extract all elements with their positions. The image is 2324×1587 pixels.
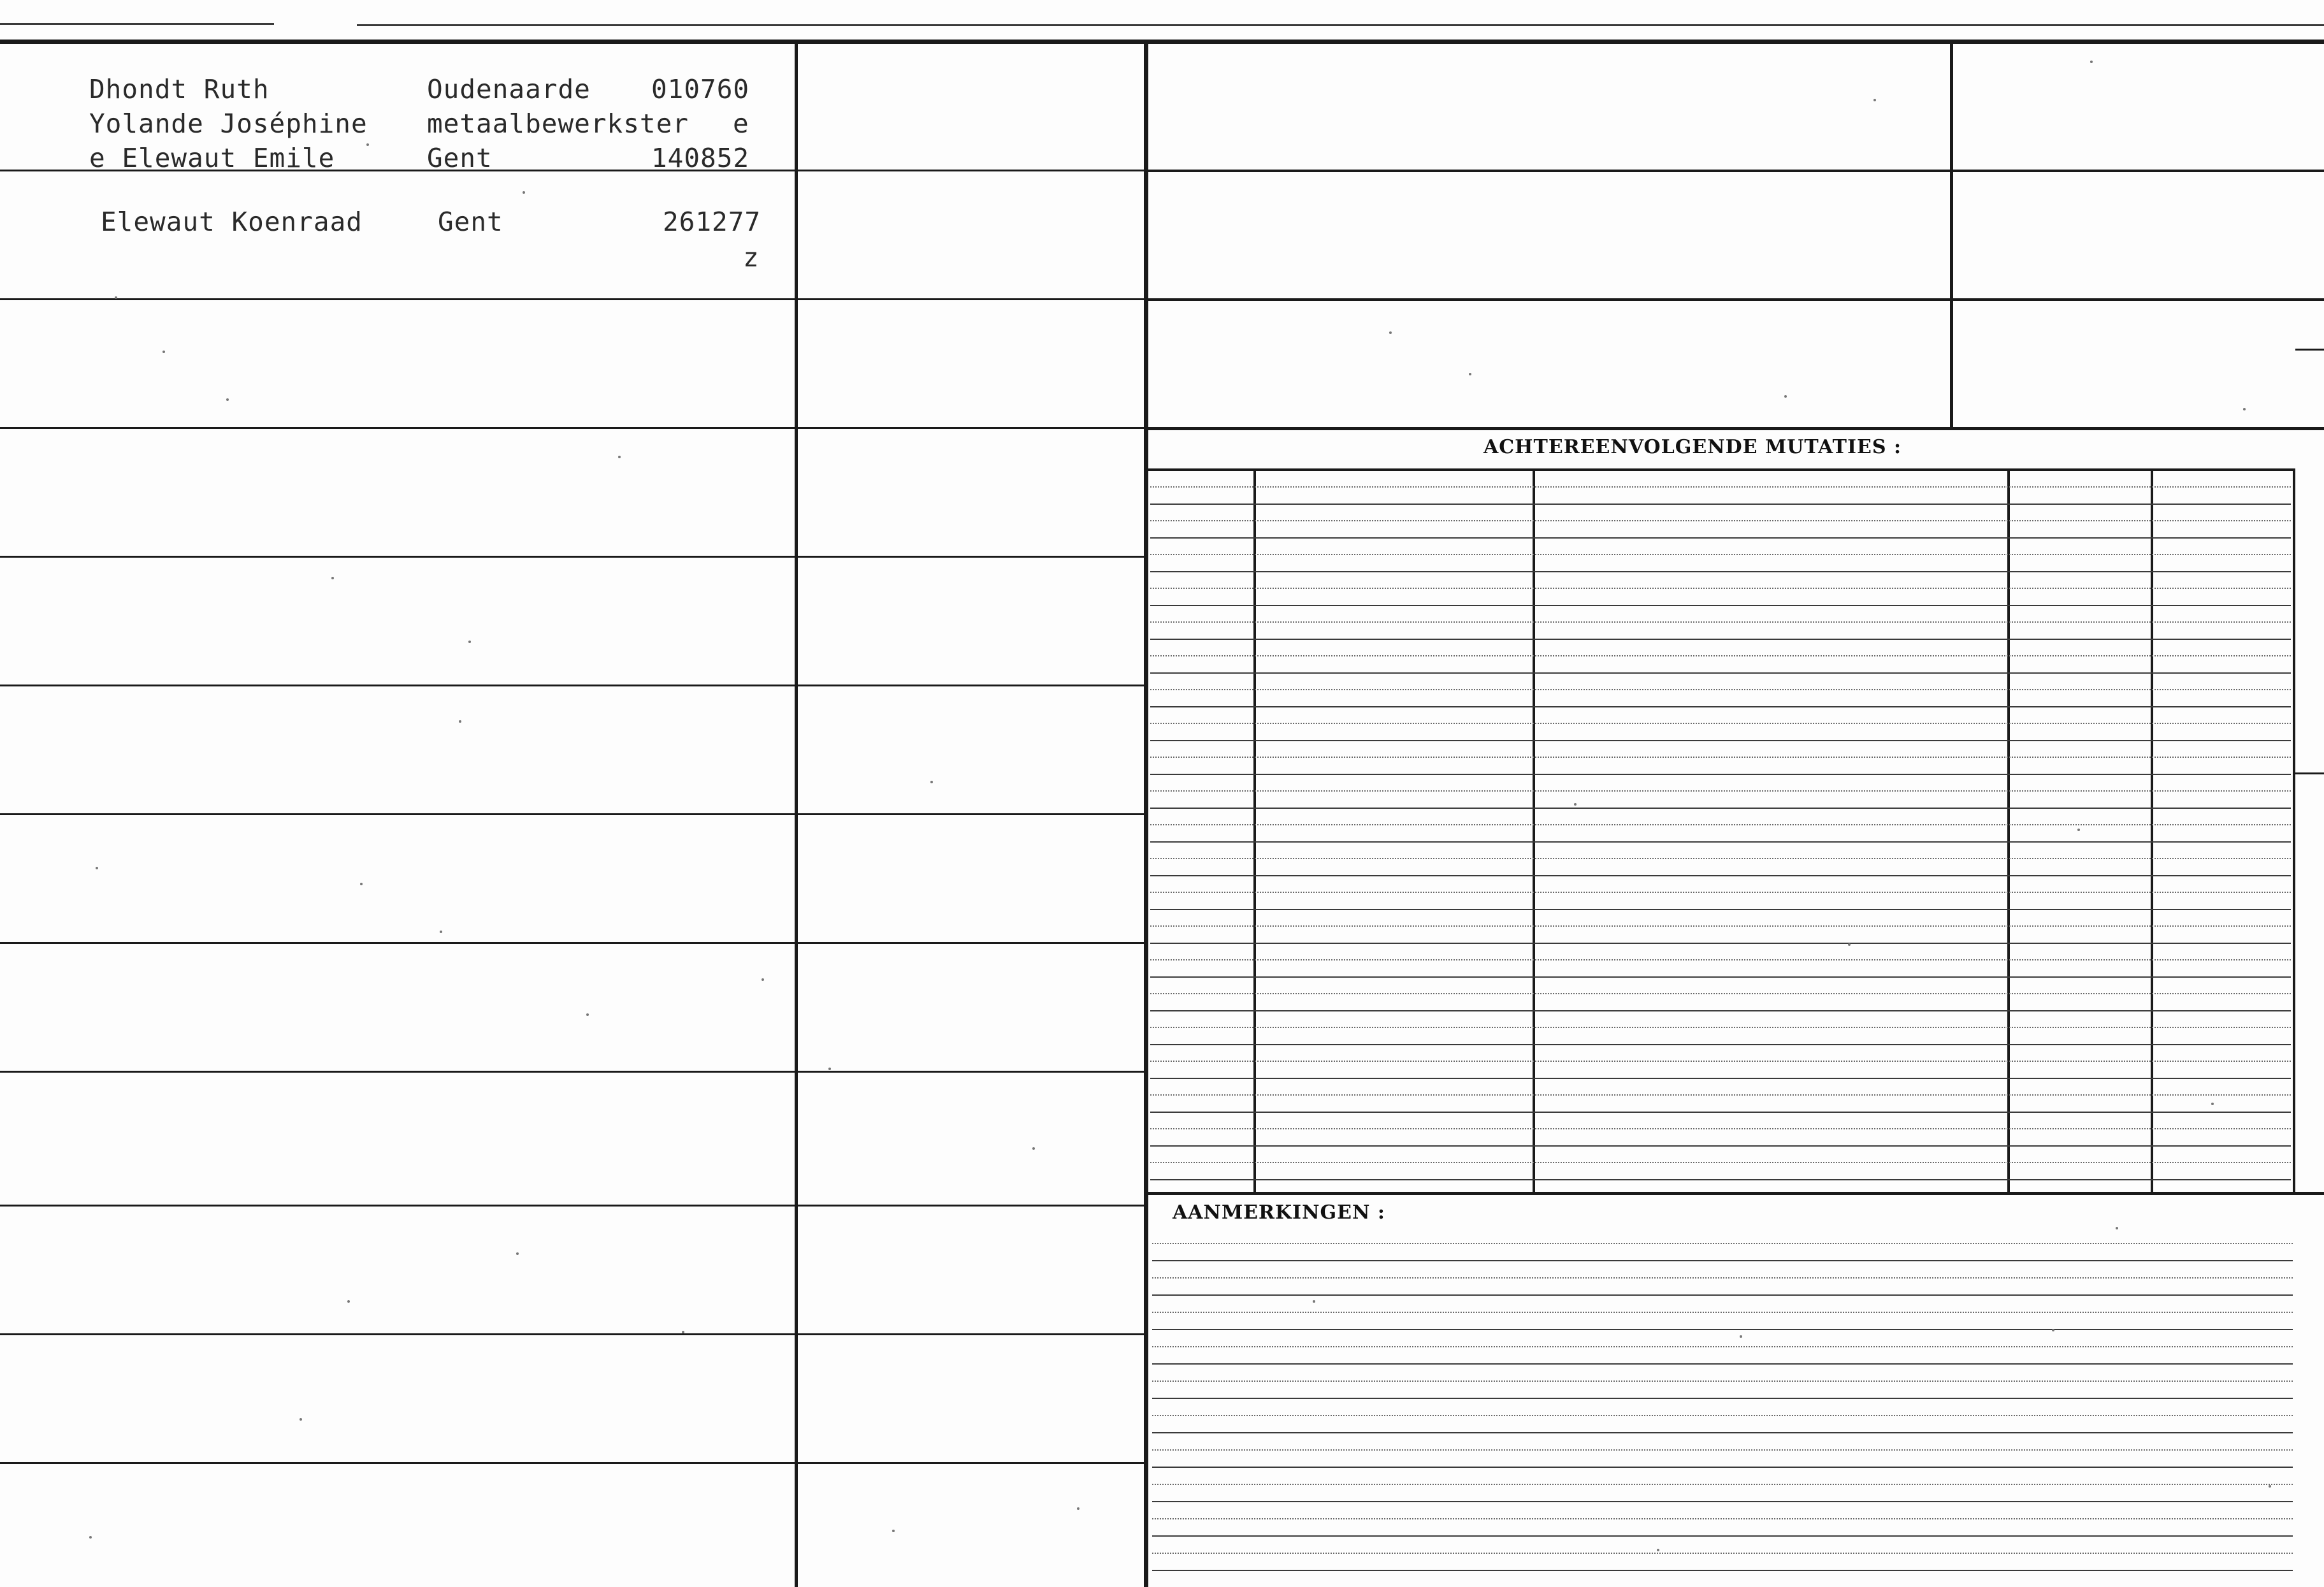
paper-speck <box>761 978 764 981</box>
mutations-ruled-line <box>1150 808 2291 809</box>
paper-speck <box>2211 1103 2214 1105</box>
upper-right-divider <box>1950 40 1953 427</box>
mutations-ruled-line <box>1150 858 2291 859</box>
paper-speck <box>459 720 461 723</box>
mutations-column-line <box>2151 470 2153 1193</box>
remarks-ruled-line <box>1152 1346 2293 1347</box>
left-row-line <box>0 298 1145 300</box>
mutations-ruled-line <box>1150 689 2291 690</box>
paper-speck <box>2116 1227 2118 1229</box>
top-border <box>0 40 2324 44</box>
paper-speck <box>162 351 165 353</box>
remarks-ruled-line <box>1152 1415 2293 1416</box>
mutations-column-line <box>2007 470 2010 1193</box>
mutations-ruled-line <box>1150 1078 2291 1079</box>
mutations-column-line <box>1253 470 1256 1193</box>
mutations-ruled-line <box>1150 1162 2291 1163</box>
left-row-line <box>0 813 1145 815</box>
mutations-ruled-line <box>1150 588 2291 589</box>
record-2-place-line-1: Gent <box>438 207 503 237</box>
mutations-ruled-line <box>1150 1094 2291 1096</box>
paper-speck <box>440 931 442 933</box>
mutations-ruled-line <box>1150 672 2291 674</box>
remarks-heading: AANMERKINGEN : <box>1173 1201 1385 1224</box>
mutations-ruled-line <box>1150 655 2291 656</box>
record-2-name-line-1: Elewaut Koenraad <box>101 207 363 237</box>
record-1-place-line-2: metaalbewerkster <box>427 108 689 139</box>
mutations-bottom-border <box>1148 1192 2324 1195</box>
upper-right-row-2 <box>1148 298 2324 301</box>
paper-speck <box>1032 1147 1035 1150</box>
remarks-ruled-line <box>1152 1553 2293 1554</box>
left-row-line <box>0 1071 1145 1073</box>
paper-speck <box>300 1418 302 1421</box>
mutations-ruled-line <box>1150 774 2291 775</box>
mutations-ruled-line <box>1150 486 2291 488</box>
edge-tick-1 <box>2295 349 2324 351</box>
mutations-ruled-line <box>1150 537 2291 539</box>
left-row-line <box>0 1462 1145 1464</box>
mutations-ruled-line <box>1150 740 2291 741</box>
paper-speck <box>1784 395 1787 398</box>
paper-speck <box>2269 1485 2271 1488</box>
remarks-ruled-line <box>1152 1467 2293 1468</box>
paper-speck <box>1848 943 1851 946</box>
remarks-ruled-line <box>1152 1484 2293 1485</box>
paper-speck <box>1469 373 1471 375</box>
paper-speck <box>360 883 363 885</box>
top-margin-line-2 <box>357 24 2324 26</box>
mutations-ruled-line <box>1150 1010 2291 1011</box>
remarks-ruled-line <box>1152 1518 2293 1519</box>
left-row-line <box>0 1333 1145 1335</box>
mutations-ruled-line <box>1150 959 2291 960</box>
left-row-line <box>0 685 1145 686</box>
mutations-ruled-line <box>1150 1145 2291 1147</box>
mutations-ruled-line <box>1150 520 2291 521</box>
mutations-ruled-line <box>1150 605 2291 606</box>
mutations-ruled-line <box>1150 1128 2291 1129</box>
paper-speck <box>682 1331 684 1333</box>
mutations-ruled-line <box>1150 1027 2291 1028</box>
remarks-ruled-line <box>1152 1449 2293 1451</box>
paper-speck <box>618 456 621 458</box>
record-1-name-line-2: Yolande Joséphine <box>89 108 368 139</box>
mutations-ruled-line <box>1150 892 2291 893</box>
paper-speck <box>331 577 334 579</box>
record-1-code-line-2: e <box>733 108 749 139</box>
left-row-line <box>0 427 1145 429</box>
paper-speck <box>468 641 471 643</box>
mutations-ruled-line <box>1150 1179 2291 1180</box>
mutations-header-line <box>1148 468 2295 471</box>
paper-speck <box>516 1252 519 1255</box>
mutations-ruled-line <box>1150 925 2291 927</box>
record-2-code-line-1: 261277 <box>663 207 761 237</box>
remarks-ruled-line <box>1152 1277 2293 1279</box>
mutations-ruled-line <box>1150 841 2291 843</box>
record-1-name-line-3: e Elewaut Emile <box>89 143 335 173</box>
remarks-ruled-line <box>1152 1329 2293 1330</box>
remarks-ruled-line <box>1152 1570 2293 1571</box>
mutations-ruled-line <box>1150 706 2291 707</box>
record-1-name-line-1: Dhondt Ruth <box>89 74 270 105</box>
paper-speck <box>523 191 525 194</box>
paper-speck <box>1313 1300 1315 1303</box>
paper-speck <box>1574 803 1577 806</box>
edge-tick-2 <box>2295 772 2324 774</box>
mutations-heading: ACHTEREENVOLGENDE MUTATIES : <box>1483 436 1902 458</box>
paper-speck <box>347 1300 350 1303</box>
remarks-ruled-line <box>1152 1501 2293 1502</box>
paper-speck <box>1389 331 1392 334</box>
remarks-ruled-line <box>1152 1535 2293 1537</box>
upper-right-row-1 <box>1148 170 2324 172</box>
paper-speck <box>892 1530 895 1532</box>
record-1-code-line-3: 140852 <box>651 143 750 173</box>
paper-speck <box>930 781 933 783</box>
paper-speck <box>586 1013 589 1016</box>
mutations-ruled-line <box>1150 723 2291 724</box>
paper-speck <box>1740 1335 1742 1338</box>
mutations-ruled-line <box>1150 571 2291 572</box>
left-row-line <box>0 1205 1145 1207</box>
mutations-ruled-line <box>1150 993 2291 994</box>
mutations-ruled-line <box>1150 824 2291 825</box>
record-1-place-line-3: Gent <box>427 143 493 173</box>
paper-speck <box>1077 1507 1079 1510</box>
mutations-ruled-line <box>1150 504 2291 505</box>
paper-speck <box>2077 829 2080 831</box>
mutations-ruled-line <box>1150 554 2291 555</box>
remarks-ruled-line <box>1152 1432 2293 1433</box>
remarks-ruled-line <box>1152 1380 2293 1382</box>
remarks-ruled-line <box>1152 1260 2293 1261</box>
mutations-ruled-line <box>1150 943 2291 944</box>
paper-speck <box>2090 61 2093 63</box>
top-margin-line <box>0 23 274 25</box>
paper-speck <box>828 1068 831 1070</box>
mutations-ruled-line <box>1150 875 2291 876</box>
mutations-ruled-line <box>1150 639 2291 640</box>
paper-speck <box>96 867 98 869</box>
mutations-ruled-line <box>1150 757 2291 758</box>
mutations-ruled-line <box>1150 1061 2291 1062</box>
mutations-ruled-line <box>1150 1112 2291 1113</box>
remarks-ruled-line <box>1152 1294 2293 1296</box>
record-2-code-line-2: z <box>743 242 760 273</box>
paper-speck <box>2243 408 2246 410</box>
paper-speck <box>89 1536 92 1539</box>
left-row-line <box>0 942 1145 944</box>
remarks-ruled-line <box>1152 1243 2293 1244</box>
paper-speck <box>1657 1549 1659 1551</box>
paper-speck <box>2052 1329 2054 1331</box>
mutations-ruled-line <box>1150 909 2291 910</box>
mutations-ruled-line <box>1150 621 2291 623</box>
record-1-place-line-1: Oudenaarde <box>427 74 591 105</box>
paper-speck <box>226 398 229 401</box>
mutations-ruled-line <box>1150 976 2291 978</box>
remarks-ruled-line <box>1152 1398 2293 1399</box>
mutations-ruled-line <box>1150 1044 2291 1045</box>
paper-speck <box>1873 99 1876 101</box>
mutations-column-line <box>2293 470 2295 1193</box>
mutations-ruled-line <box>1150 790 2291 792</box>
mutations-column-line <box>1533 470 1535 1193</box>
record-1-code-line-1: 010760 <box>651 74 750 105</box>
mutations-top-border <box>1148 427 2324 430</box>
paper-speck <box>366 143 369 146</box>
remarks-ruled-line <box>1152 1363 2293 1365</box>
remarks-ruled-line <box>1152 1312 2293 1313</box>
paper-speck <box>115 296 117 299</box>
left-row-line <box>0 556 1145 558</box>
